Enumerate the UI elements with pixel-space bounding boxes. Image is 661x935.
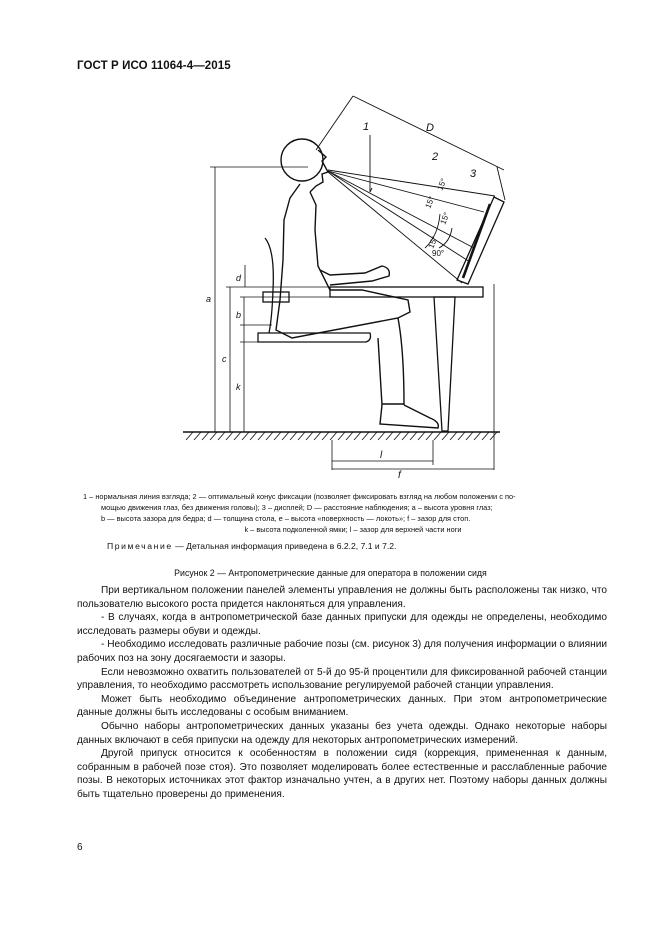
label-b: b: [236, 310, 242, 320]
document-header: ГОСТ Р ИСО 11064-4—2015: [77, 60, 231, 72]
label-d: d: [236, 273, 242, 283]
label-2: 2: [432, 151, 439, 163]
paragraph: При вертикальном положении панелей элементы управления не должны быть расположены так низко, что пользователю высокого роста придется наклоняться для управления.: [77, 585, 607, 610]
figure-note: [107, 541, 396, 551]
display: [457, 197, 504, 284]
label-D: D: [426, 122, 434, 134]
label-3: 3: [470, 168, 477, 180]
legend-line: мощью движения глаз, без движения головы); 3 – дисплей; D — расстояние наблюдения; a – высота уровня глаз;: [101, 503, 493, 512]
body-text: [77, 584, 607, 802]
sight-lines: [316, 96, 505, 283]
paragraph: Может быть необходимо объединение антропометрических данных. При этом антропометрические данные должны быть исследованы с особым вниманием.: [77, 693, 607, 719]
page-number: 6: [77, 842, 83, 853]
figure-caption: Рисунок 2 — Антропометрические данные для оператора в положении сидя: [174, 568, 487, 578]
label-k: k: [236, 382, 241, 392]
floor: [183, 432, 500, 440]
angle-90: 90°: [432, 249, 445, 258]
paragraph: Если невозможно охватить пользователей от 5-й до 95-й процентили для фиксированной рабочей станции управления, то необходимо рассмотреть использование регулируемой рабочей станции управления.: [77, 666, 607, 692]
legend-line: 1 – нормальная линия взгляда; 2 — оптимальный конус фиксации (позволяет фиксировать взгляд на любом положении с по-: [83, 492, 516, 501]
angle-3: 15°: [423, 195, 437, 210]
paragraph: - Необходимо исследовать различные рабочие позы (см. рисунок 3) для получения информации о влиянии рабочих поз на зону досягаемости и зазоры.: [77, 639, 607, 664]
label-a: a: [206, 294, 212, 304]
label-f: f: [398, 470, 401, 481]
paragraph: Обычно наборы антропометрических данных указаны без учета одежды. Однако некоторые наборы данных включают в себя припуски на одежду для некоторых антропометрических измерений.: [77, 720, 607, 746]
legend-line: k – высота подколенной ямки; l – зазор для верхней части ноги: [244, 525, 462, 534]
angle-4: 15°: [435, 177, 449, 192]
angle-1: 15°: [426, 235, 440, 250]
legend-line: b — высота зазора для бедра; d — толщина стола, e – высота «поверхность — локоть»; f – зазор для стоп.: [101, 514, 471, 523]
desk: [330, 287, 483, 431]
dimension-lines: [210, 167, 494, 470]
note-label: Примечание: [107, 541, 173, 551]
angle-2: 15°: [438, 211, 452, 226]
paragraph: Другой припуск относится к особенностям в положении сидя (коррекция, примененная к данным, собранным в рабочей позе стоя). Это позволяет моделировать более естественные и расслабленные рабочие позы. В некоторых источниках этот фактор изначально учтен, а в других нет. Поэтому наборы данных должны быть тщательно проверены до применения.: [77, 748, 607, 800]
paragraph: - В случаях, когда в антропометрической базе данных припуски для одежды не определены, необходимо исследовать размеры обуви и одежды.: [77, 612, 607, 637]
label-c: c: [222, 354, 227, 364]
figure-legend: [83, 491, 623, 535]
label-1: 1: [363, 121, 370, 133]
label-l: l: [380, 450, 383, 461]
operator-silhouette: [276, 139, 438, 428]
note-text: — Детальная информация приведена в 6.2.2, 7.1 и 7.2.: [172, 541, 397, 551]
